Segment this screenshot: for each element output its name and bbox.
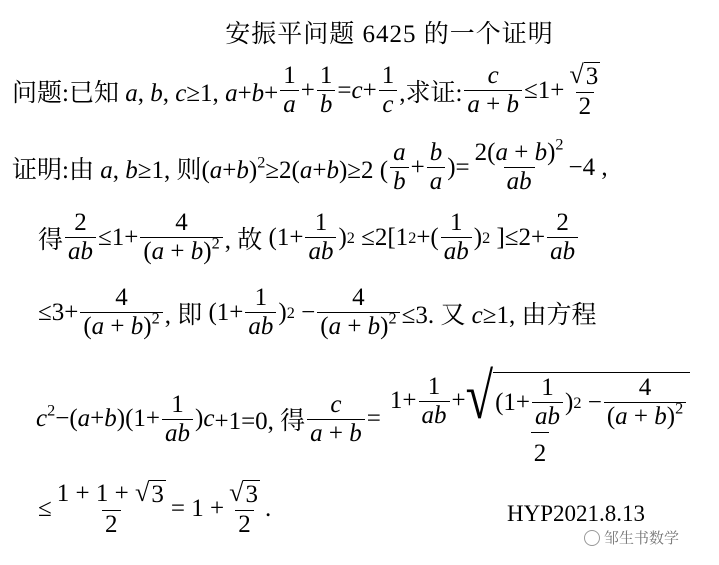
fraction: $\frac{1}{a}$: [280, 63, 299, 119]
fraction: $\frac{c}{a + b}$: [464, 63, 522, 119]
proof-label: 证明:: [12, 156, 69, 184]
problem-statement: 问题: 已知 a, b, c≥1, a+b+ $\frac{1}{a}$ + $\frac{1}{b}$ = c + $\frac{1}{c}$ ,求证: $\frac{c}{a + b}$ ≤1+ √ 3 2: [12, 62, 605, 120]
fraction: $\frac{2(a + b)^2}{ab}$: [474, 135, 564, 196]
fraction: $\frac{1}{c}$: [379, 63, 398, 119]
fraction: $\frac{1}{ab}$: [162, 392, 193, 448]
proof-line-2: 得 $\frac{2}{ab}$ ≤1+ $\frac{4}{(a + b)^2}$ , 故 (1+ $\frac{1}{ab}$ ) 2 ≤2[1 2 +( $\frac{1}{ab}$ ) 2 ]≤2+ $\frac{2}{ab}$: [38, 210, 580, 266]
fraction: $\frac{1}{b}$: [317, 63, 336, 119]
fraction: √ 3 2: [229, 478, 258, 538]
fraction: $\frac{4}{(a + b)^2}$: [140, 210, 222, 266]
fraction: $\frac{b}{a}$: [427, 140, 446, 196]
fraction: 1+ $\frac{1}{ab}$ + √ (1+ $\frac{1}{ab}$ ) 2 − $\frac{4}{(a + b)^2}$ 2: [387, 372, 693, 467]
fraction: √ 3 2: [569, 60, 599, 120]
fraction: $\frac{1}{ab}$: [305, 210, 336, 266]
fraction: 1 + 1 + √ 3 2: [56, 478, 164, 538]
fraction: $\frac{2}{ab}$: [547, 210, 578, 266]
page-title: 安振平问题 6425 的一个证明: [225, 21, 554, 48]
fraction: $\frac{a}{b}$: [390, 140, 409, 196]
wechat-icon: [584, 530, 600, 546]
watermark: 邹生书数学: [584, 527, 679, 548]
fraction: $\frac{4}{(a + b)^2}$: [317, 285, 399, 341]
problem-label: 问题:: [12, 79, 69, 107]
problem-text: 已知 a, b, c≥1, a+b+: [68, 79, 279, 107]
signature: HYP2021.8.13: [507, 501, 646, 526]
fraction: $\frac{2}{ab}$: [65, 210, 96, 266]
fraction: $\frac{c}{a + b}$: [307, 392, 365, 448]
fraction: $\frac{4}{(a + b)^2}$: [80, 285, 162, 341]
proof-line-4: $c^2-(a+b)(1+$ $\frac{1}{ab}$ ) c +1=0, 得 $\frac{c}{a + b}$ = 1+ $\frac{1}{ab}$ + √ (1+ $\frac{1}{ab}$ ) 2 − $\frac{4}{(a + b)^2}$ 2: [36, 372, 695, 467]
proof-line-3: ≤3+ $\frac{4}{(a + b)^2}$ , 即 (1+ $\frac{1}{ab}$ ) 2 − $\frac{4}{(a + b)^2}$ ≤3. 又 c≥1, 由方程: [38, 284, 597, 341]
proof-line-5: ≤ 1 + 1 + √ 3 2 = 1 + √ 3 2 .: [38, 478, 272, 538]
fraction: $\frac{1}{ab}$: [245, 285, 276, 341]
fraction: $\frac{1}{ab}$: [441, 210, 472, 266]
proof-line-1: 证明: 由 a, b≥1, 则$(a+b)^2\ge 2(a+b)\ge 2$ ( $\frac{a}{b}$ + $\frac{b}{a}$ )= $\frac{2(a + b)^2}{ab}$ −4 ,: [12, 135, 608, 196]
